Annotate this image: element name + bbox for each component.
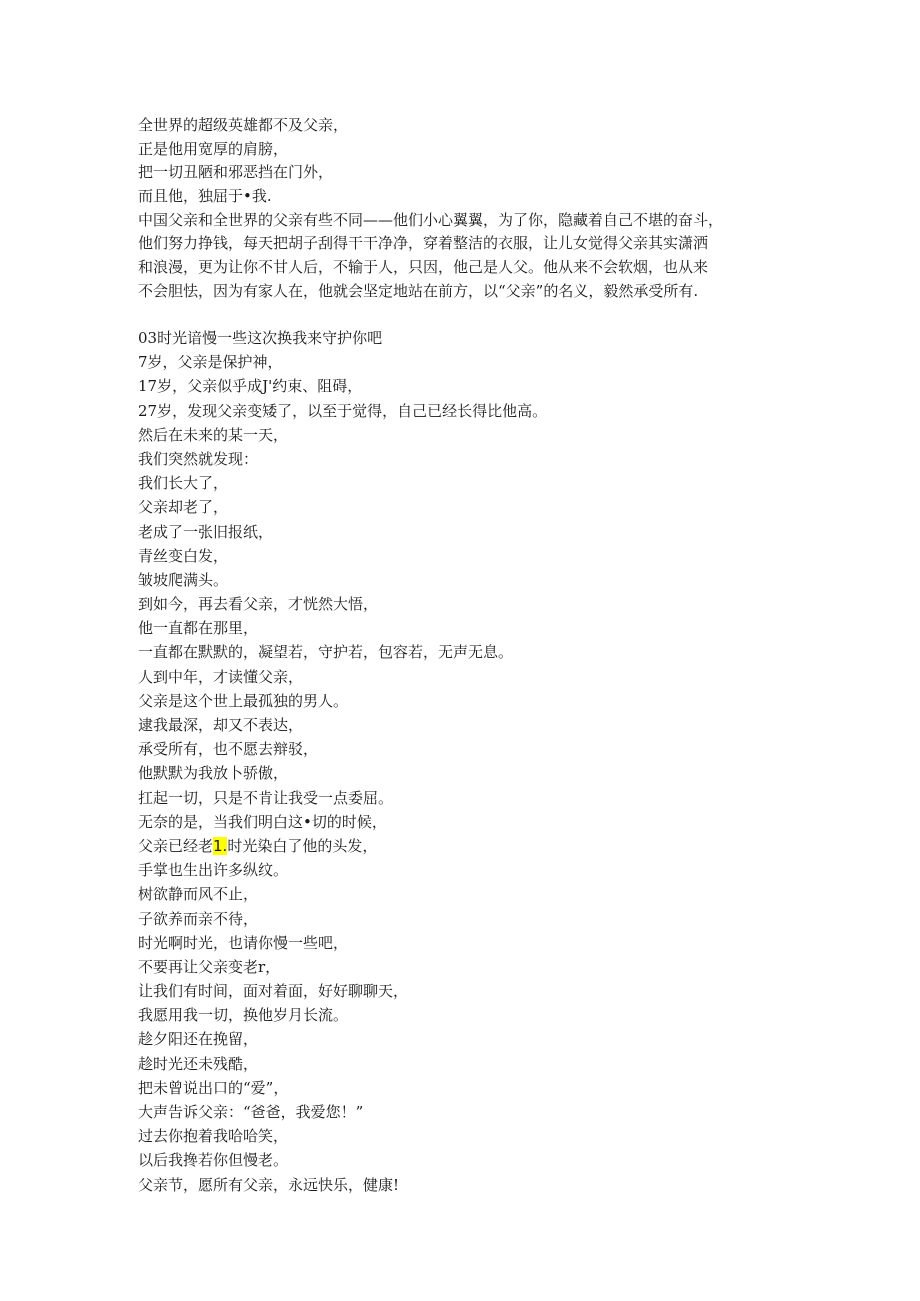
poem-line: 扛起一切，只是不肯让我受一点委屈。 [138,788,394,807]
poem-line: 树欲静而风不止， [138,885,259,904]
poem-line: 我们突然就发现： [138,449,259,468]
poem-line: 父亲却老了， [138,498,229,517]
paragraph-line: 把一切丑陋和邪恶挡在门外， [138,163,334,182]
paragraph-line: 中国父亲和全世界的父亲有些不同——他们小心翼翼，为了你，隐藏着自己不堪的奋斗， [138,210,724,229]
poem-line: 不要再让父亲变老r， [138,957,281,976]
poem-line: 我们长大了， [138,474,229,493]
poem-line: 然后在未来的某一天， [138,425,289,444]
poem-line: 手掌也生出许多纵纹。 [138,861,289,880]
poem-line: 趁夕阳还在挽留， [138,1030,259,1049]
poem-line: 把未曾说出口的“爱”， [138,1078,289,1097]
poem-line: 一直都在默默的，凝望若，守护若，包容若，无声无息。 [138,643,514,662]
highlight-after-text: 时光染白了他的头发， [227,836,378,855]
poem-line: 我愿用我一切，换他岁月长流。 [138,1006,349,1025]
poem-line-highlighted [138,834,798,858]
poem-line: 老成了一张旧报纸， [138,522,274,541]
poem-line: 时光啊时光，也请你慢一些吧， [138,933,349,952]
poem-line: 他一直都在那里， [138,619,259,638]
section-intro [138,114,798,304]
poem-line: 父亲是这个世上最孤独的男人。 [138,691,349,710]
poem-line: 父亲节，愿所有父亲，永远快乐，健康! [138,1175,400,1194]
poem-line: 27岁，发现父亲变矮了，以至于觉得，自己已经长得比他高。 [138,401,548,420]
poem-line: 到如今，再去看父亲，才恍然大悟， [138,595,379,614]
highlighted-text: 1. [213,836,228,855]
poem-line: 人到中年，才读懂父亲， [138,667,304,686]
highlight-before-text: 父亲已经老 [138,836,214,855]
poem-line: 以后我搀若你但慢老。 [138,1151,289,1170]
paragraph-line: 而且他，独屈于•我. [138,187,272,206]
paragraph-line: 他们努力挣钱，每天把胡子刮得干干净净，穿着整洁的衣服，让儿女觉得父亲其实潇洒 [138,234,709,253]
section-heading: 03时光谙慢一些这次换我来守护你吧 [138,329,383,347]
paragraph-line: 不会胆怯，因为有家人在，他就会坚定地站在前方，以“父亲”的名义，毅然承受所有. [138,281,699,300]
poem-line: 过去你抱着我哈哈笑， [138,1127,289,1146]
poem-line: 无奈的是，当我们明白这•切的时候， [138,812,387,831]
paragraph-line: 全世界的超级英雄都不及父亲， [138,116,349,134]
poem-line: 7岁，父亲是保护神， [138,353,283,372]
section-03 [138,326,798,1197]
poem-line: 让我们有时间，面对着面，好好聊聊天， [138,982,409,1001]
poem-line: 17岁，父亲似乎成J'约束、阻碍， [138,377,363,396]
poem-line: 逮我最深，却又不表达， [138,716,304,734]
poem-line: 皱坡爬满头。 [138,570,229,589]
poem-line: 承受所有，也不愿去辩驳， [138,740,319,759]
poem-line: 趁时光还未残酷， [138,1054,259,1073]
paragraph-line: 和浪漫，更为让你不甘人后，不输于人，只因，他己是人父。他从来不会软烟，也从来 [138,258,709,277]
poem-line: 青丝变白发， [138,546,229,565]
poem-line: 他默默为我放卜骄傲， [138,764,289,783]
paragraph-line: 正是他用宽厚的肩膀， [138,139,289,158]
poem-line: 大声告诉父亲：“爸爸，我爱您！” [138,1103,364,1121]
poem-line: 子欲养而亲不待， [138,909,259,928]
